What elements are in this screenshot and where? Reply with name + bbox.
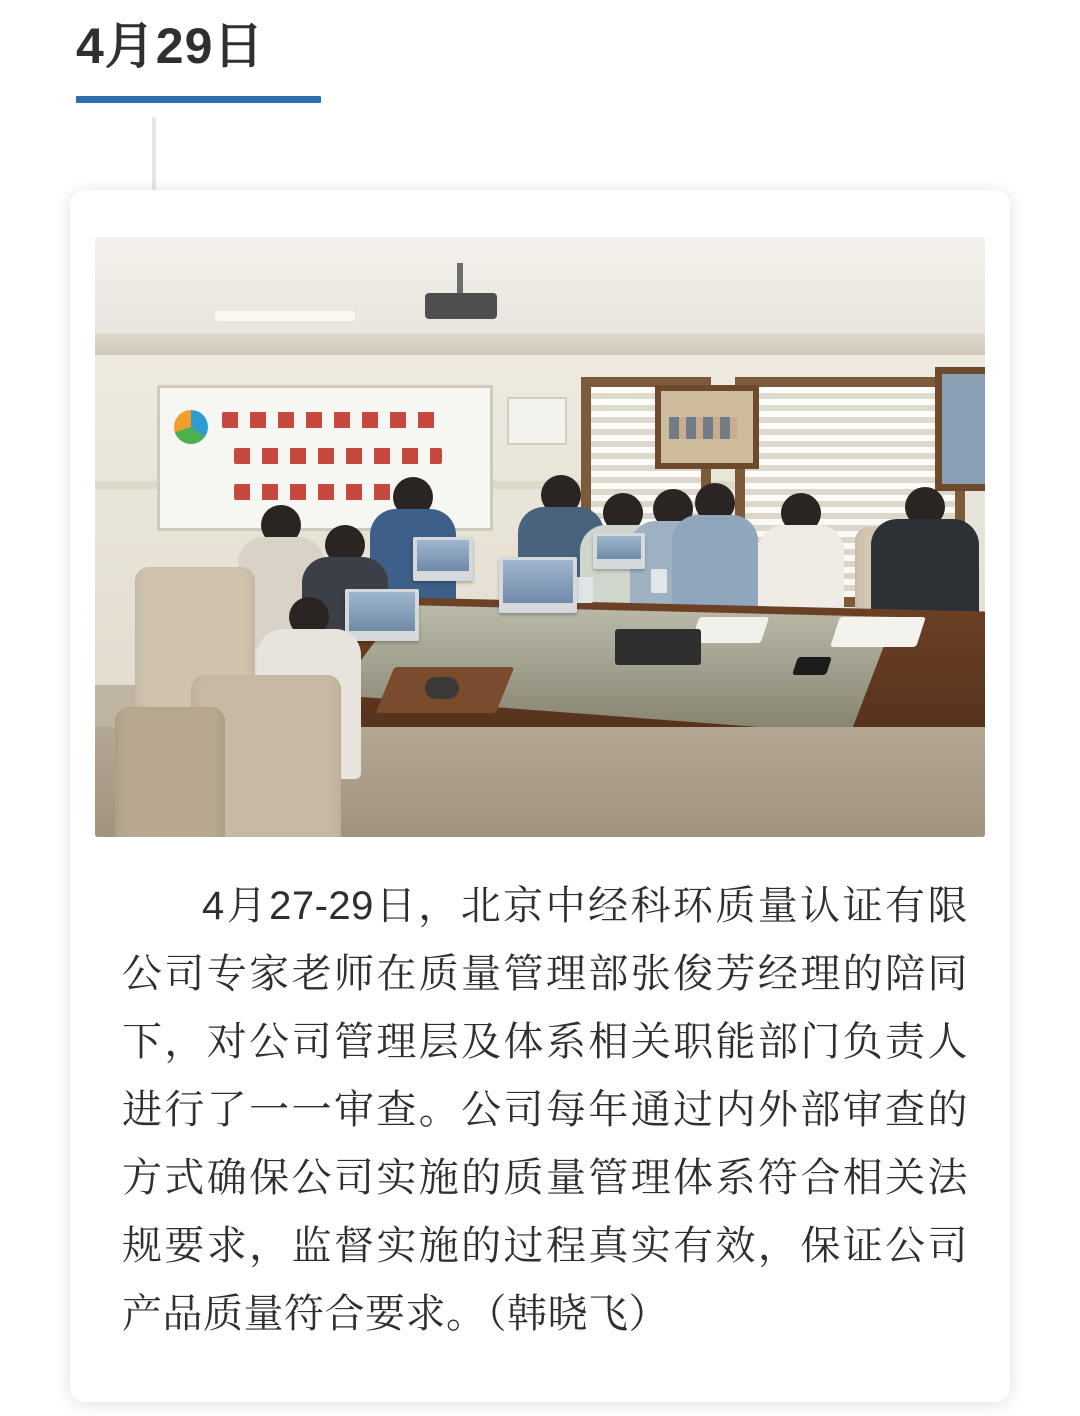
article-body: 4月27-29日，北京中经科环质量认证有限公司专家老师在质量管理部张俊芳经理的陪同下，对公司管理层及体系相关职能部门负责人进行了一一审查。公司每年通过内外部审查的方式确保公司实施的质量管理体系符合相关法规要求，监督实施的过程真实有效，保证公司产品质量符合要求。（韩晓飞） (122, 884, 968, 1336)
projector (425, 293, 497, 319)
phone (792, 657, 832, 675)
mouse (425, 677, 459, 699)
laptop (345, 589, 419, 641)
framed-group-photo (655, 385, 759, 469)
projector-rod (457, 263, 463, 295)
document-paper (830, 617, 926, 647)
wall-notice (507, 397, 567, 445)
document-paper (691, 617, 769, 643)
ceiling-light (215, 311, 355, 321)
photo-faces (669, 417, 737, 439)
slogan-line-1 (222, 412, 442, 428)
laptop (499, 557, 577, 613)
meeting-room-photo (95, 237, 985, 837)
page-title: 4月29日 (76, 18, 265, 74)
slogan-line-2 (234, 448, 442, 464)
chair (115, 707, 225, 837)
company-logo-icon (174, 410, 208, 444)
article-card (70, 190, 1010, 1402)
title-underline (76, 96, 321, 103)
laptop (413, 537, 473, 581)
cup (575, 577, 593, 603)
timeline-connector (152, 117, 156, 193)
framed-artwork (935, 367, 985, 491)
ceiling-beam (95, 333, 985, 355)
photo-scene (95, 237, 985, 837)
date-heading-block (76, 14, 336, 103)
equipment-box (615, 629, 701, 665)
cup (651, 569, 667, 593)
slogan-board (157, 385, 493, 531)
laptop (593, 533, 645, 569)
